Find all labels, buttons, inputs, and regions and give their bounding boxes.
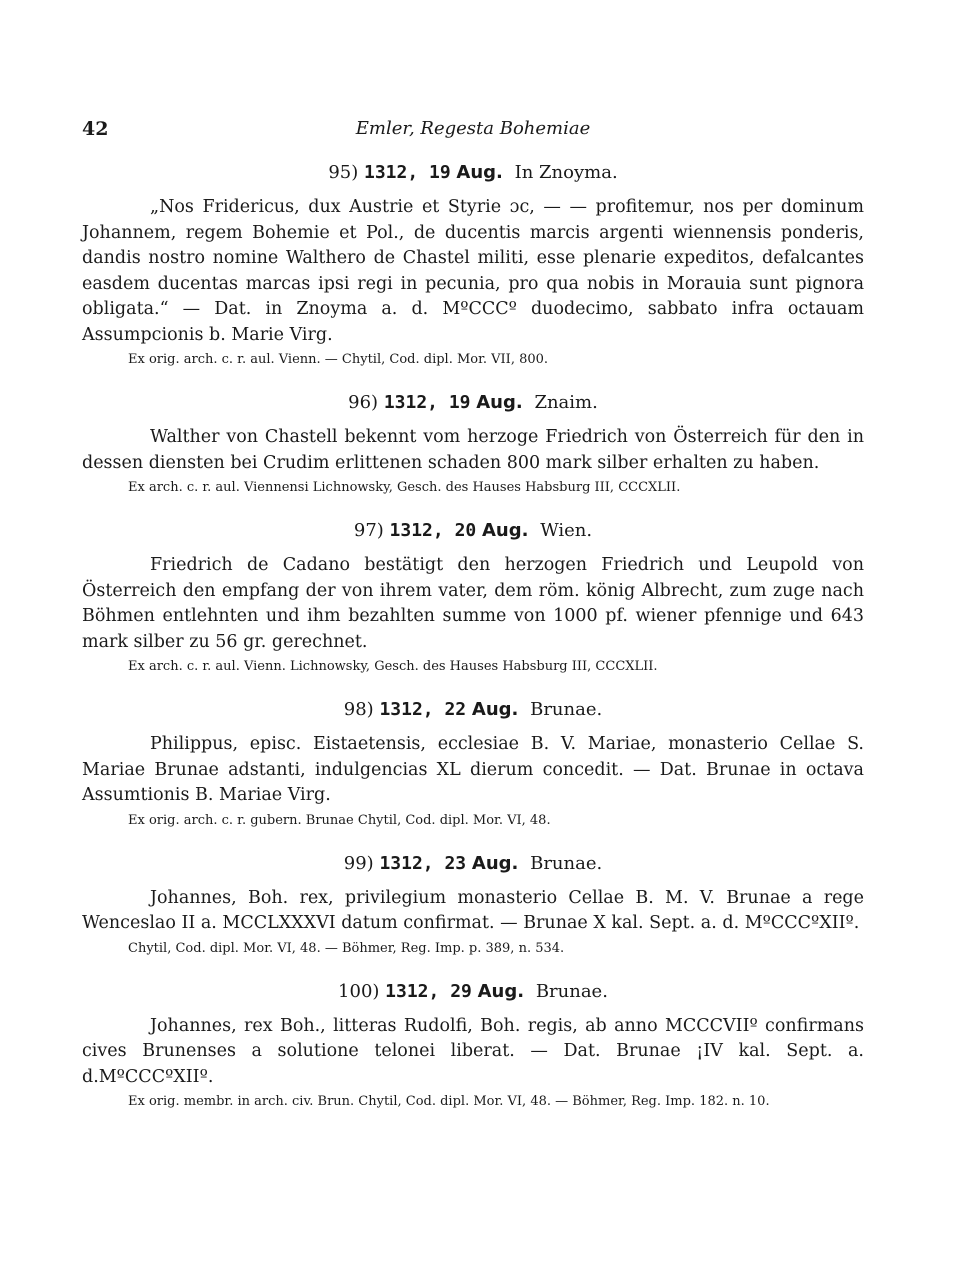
entry-source: Ex arch. c. r. aul. Viennensi Lichnowsky, Gesch. des Hauses Habsburg III, CCCXLII. bbox=[128, 480, 681, 495]
entry-place: Brunae. bbox=[530, 852, 603, 874]
entry-date: 1312, 22 bbox=[379, 699, 467, 720]
entry-heading bbox=[82, 162, 864, 183]
entry-month: Aug. bbox=[456, 162, 503, 183]
regest-entry bbox=[82, 853, 864, 959]
entry-date: 1312, 19 bbox=[363, 162, 451, 183]
entry-place: Brunae. bbox=[535, 980, 608, 1002]
entry-number: 100) bbox=[338, 980, 380, 1002]
entry-number: 99) bbox=[343, 852, 374, 874]
entry-date: 1312, 29 bbox=[385, 980, 472, 1002]
document-page bbox=[82, 118, 864, 1112]
entry-month: Aug. bbox=[471, 852, 519, 874]
page-header bbox=[82, 118, 864, 148]
entry-heading bbox=[82, 392, 864, 413]
entry-text: Friedrich de Cadano bestätigt den herzogen Friedrich und Leupold von Österreich den empfang der von ihrem vater, dem röm. könig Albrecht, zum zuge nach Böhmen entlehnten und ihm bezahlten summe von 1000 pf. wiener pfennige und 643 mark silber zu 56 gr. gerechnet. bbox=[82, 555, 864, 652]
entry-source: Ex orig. membr. in arch. civ. Brun. Chytil, Cod. dipl. Mor. VI, 48. — Böhmer, Reg. Imp. 182. n. 10. bbox=[128, 1094, 770, 1109]
entry-heading bbox=[82, 853, 864, 874]
entry-text: Philippus, episc. Eistaetensis, ecclesiae B. V. Mariae, monasterio Cellae S. Mariae Brunae adstanti, indulgencias XL dierum concedit. — Dat. Brunae in octava Assumtionis B. Mariae Virg. bbox=[82, 734, 864, 805]
entry-number: 97) bbox=[353, 520, 384, 541]
entry-month: Aug. bbox=[477, 980, 525, 1002]
entry-text: „Nos Fridericus, dux Austrie et Styrie ɔc, — — profitemur, nos per dominum Johannem, regem Bohemie et Pol., de ducentis marcis argenti wiennensis ponderis, dandis nostro nomine Walthero de Chastel militi, esse plenarie expeditos, defalcantes easdem ducentas marcas ipsi regi in pecunia, pro qua nobis in Morauia sunt pignora obligata.“ — Dat. in Znoyma a. d. MºCCCº duodecimo, sabbato infra octauam Assumpcionis b. Marie Virg. bbox=[82, 197, 864, 345]
regest-entry bbox=[82, 162, 864, 370]
entry-number: 96) bbox=[348, 392, 379, 413]
regest-entry bbox=[82, 392, 864, 498]
entry-date: 1312, 23 bbox=[379, 852, 467, 874]
entry-text: Johannes, Boh. rex, privilegium monasterio Cellae B. M. V. Brunae a rege Wenceslao II a. MCCLXXXVI datum confirmat. — Brunae X kal. Sept. a. d. MºCCCºXIIº. bbox=[82, 887, 864, 933]
entry-text: Johannes, rex Boh., litteras Rudolfi, Boh. regis, ab anno MCCCVIIº confirmans cives Brunenses a solutione telonei liberat. — Dat. Brunae ¡IV kal. Sept. a. d.MºCCCºXIIº. bbox=[82, 1015, 864, 1087]
entry-heading bbox=[82, 981, 864, 1002]
entry-place: Znaim. bbox=[534, 392, 598, 413]
entry-place: In Znoyma. bbox=[514, 162, 618, 183]
entry-place: Wien. bbox=[540, 520, 593, 541]
entry-month: Aug. bbox=[481, 520, 529, 541]
entry-date: 1312, 19 bbox=[383, 392, 471, 413]
entry-source: Ex orig. arch. c. r. gubern. Brunae Chytil, Cod. dipl. Mor. VI, 48. bbox=[128, 812, 551, 828]
entry-heading bbox=[82, 699, 864, 720]
entry-text: Walther von Chastell bekennt vom herzoge Friedrich von Österreich für den in dessen diensten bei Crudim erlittenen schaden 800 mark silber erhalten zu haben. bbox=[82, 427, 864, 473]
running-title: Emler, Regesta Bohemiae bbox=[355, 118, 591, 139]
page-number: 42 bbox=[82, 118, 109, 140]
entry-source: Chytil, Cod. dipl. Mor. VI, 48. — Böhmer, Reg. Imp. p. 389, n. 534. bbox=[128, 940, 565, 956]
entry-number: 95) bbox=[328, 162, 359, 183]
entry-heading bbox=[82, 520, 864, 541]
regest-entry bbox=[82, 699, 864, 831]
entry-source: Ex orig. arch. c. r. aul. Vienn. — Chytil, Cod. dipl. Mor. VII, 800. bbox=[128, 352, 549, 367]
entry-date: 1312, 20 bbox=[389, 520, 477, 541]
regest-entry bbox=[82, 981, 864, 1113]
regest-entry bbox=[82, 520, 864, 677]
entry-month: Aug. bbox=[471, 699, 519, 720]
entry-source: Ex arch. c. r. aul. Vienn. Lichnowsky, Gesch. des Hauses Habsburg III, CCCXLII. bbox=[128, 659, 658, 674]
entry-place: Brunae. bbox=[530, 699, 603, 720]
entry-number: 98) bbox=[343, 699, 374, 720]
entry-month: Aug. bbox=[476, 392, 523, 413]
